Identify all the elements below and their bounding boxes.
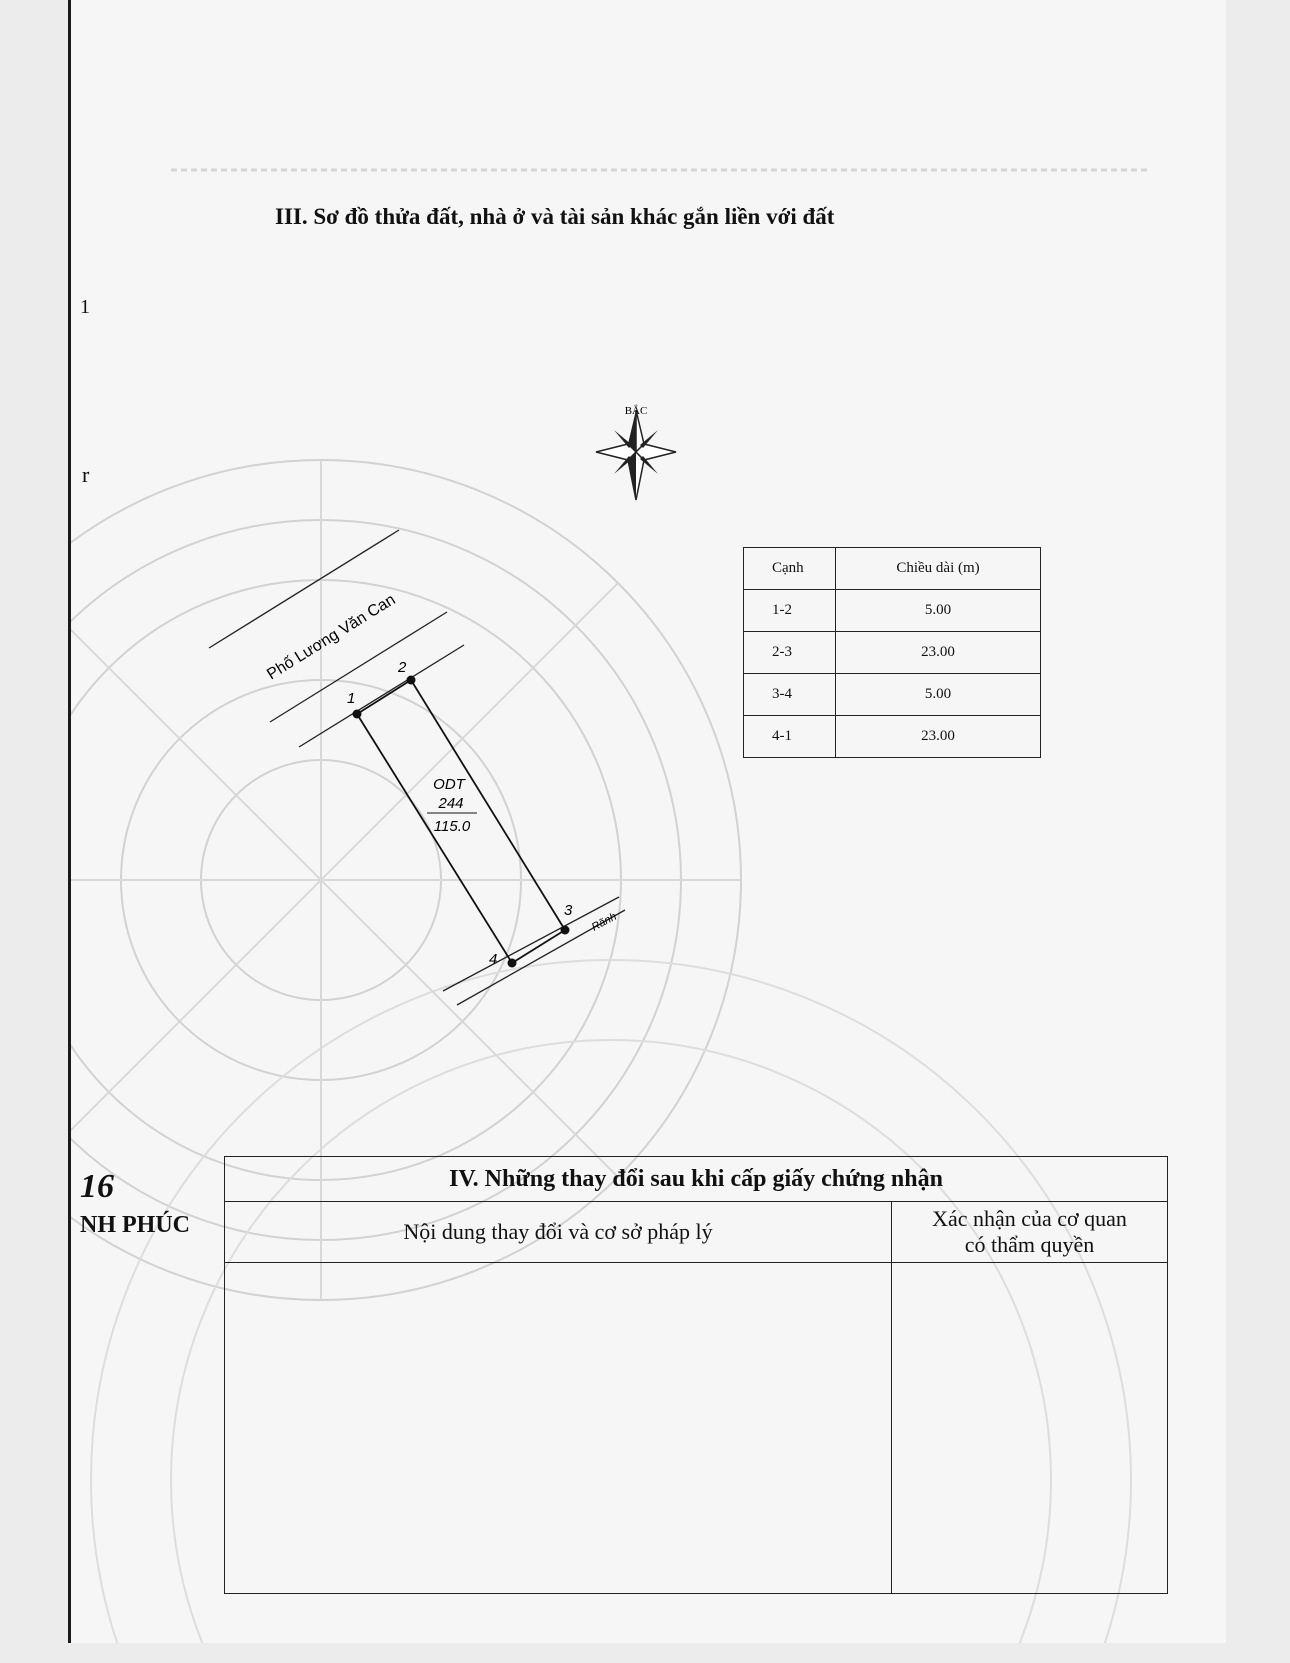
margin-signature-fragment: 16 [80, 1168, 114, 1205]
ditch-label: Rãnh [589, 910, 619, 934]
edge-cell: 4-1 [744, 716, 836, 758]
margin-fragment-mid: r [82, 462, 90, 487]
edge-table-header-row [744, 548, 1041, 590]
corner-label-3: 3 [564, 902, 573, 919]
edge-cell: 1-2 [744, 590, 836, 632]
authority-confirmation-column-header [892, 1202, 1168, 1263]
authority-header-line-2: có thẩm quyền [964, 1232, 1095, 1257]
authority-confirmation-cell [892, 1263, 1168, 1594]
parcel-front-line [299, 645, 464, 747]
margin-fragment-top: 1 [80, 296, 90, 318]
ditch-line-top [443, 897, 619, 991]
authority-header-line-1: Xác nhận của cơ quan [932, 1206, 1127, 1231]
certificate-page [68, 0, 1226, 1643]
land-type-label: ODT [433, 776, 465, 793]
table-row [744, 716, 1041, 758]
length-cell: 23.00 [836, 716, 1041, 758]
parcel-number-label: 244 [438, 795, 464, 812]
street-label: Phố Lương Văn Can [264, 591, 399, 684]
north-label: BẮC [624, 405, 648, 417]
corner-point-1 [353, 710, 362, 719]
table-row [744, 632, 1041, 674]
corner-point-2 [407, 676, 416, 685]
corner-label-2: 2 [398, 659, 407, 676]
table-row [744, 674, 1041, 716]
changes-after-issuance-table [224, 1156, 1168, 1594]
corner-label-1: 1 [347, 690, 356, 707]
north-arrow-icon [596, 410, 676, 500]
length-cell: 5.00 [836, 590, 1041, 632]
change-content-cell [225, 1263, 892, 1594]
edge-column-header: Cạnh [744, 548, 836, 590]
edge-cell: 2-3 [744, 632, 836, 674]
street-edge-line-outer [209, 530, 399, 648]
edge-cell: 3-4 [744, 674, 836, 716]
edge-length-table [743, 547, 1041, 758]
parcel-area-label: 115.0 [433, 818, 471, 835]
table-row [744, 590, 1041, 632]
corner-point-3 [561, 926, 570, 935]
margin-org-fragment: NH PHÚC [80, 1212, 190, 1238]
corner-point-4 [508, 959, 517, 968]
corner-label-4: 4 [489, 951, 498, 968]
length-cell: 5.00 [836, 674, 1041, 716]
section-iii-title: III. Sơ đồ thửa đất, nhà ở và tài sản khác gắn liền với đất [275, 204, 835, 229]
change-content-column-header: Nội dung thay đổi và cơ sở pháp lý [225, 1202, 892, 1263]
length-cell: 23.00 [836, 632, 1041, 674]
section-iv-title: IV. Những thay đổi sau khi cấp giấy chứng nhận [225, 1157, 1168, 1202]
length-column-header: Chiều dài (m) [836, 548, 1041, 590]
